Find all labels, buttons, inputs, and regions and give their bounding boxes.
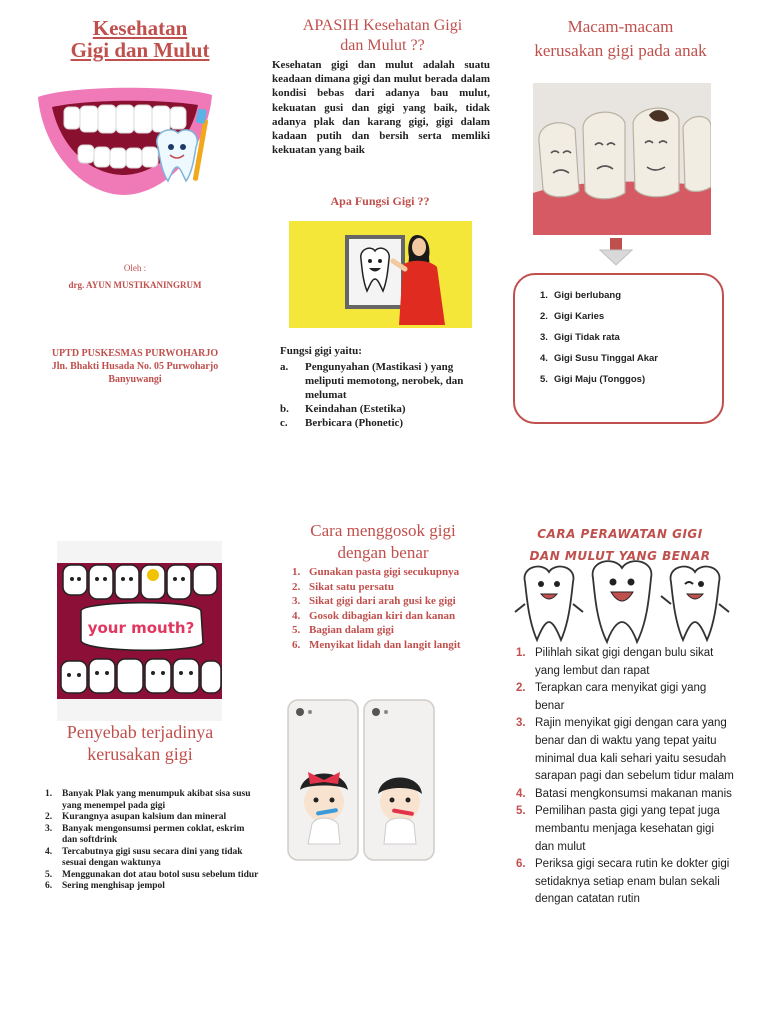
list-item bbox=[280, 360, 490, 402]
cara-heading bbox=[283, 520, 483, 564]
list-item bbox=[292, 638, 502, 653]
list-number: 5. bbox=[516, 805, 526, 818]
list-text: Gigi Karies bbox=[554, 311, 605, 322]
kerusakan-list bbox=[540, 285, 720, 390]
list-item bbox=[516, 680, 734, 715]
list-number: 5. bbox=[45, 869, 53, 880]
list-item bbox=[540, 369, 720, 390]
list-number: 4. bbox=[45, 846, 53, 857]
organization-address bbox=[30, 347, 240, 386]
list-text: Gigi Maju (Tonggos) bbox=[554, 374, 646, 385]
cara-list bbox=[292, 565, 502, 652]
penyebab-list bbox=[45, 789, 260, 893]
list-text: Banyak mengonsumsi permen coklat, eskrim dan softdrink bbox=[62, 823, 245, 845]
macam-heading bbox=[508, 15, 733, 63]
list-number: 6. bbox=[45, 881, 53, 891]
list-item bbox=[516, 786, 734, 804]
list-item bbox=[45, 789, 260, 812]
list-number: 2. bbox=[516, 682, 526, 695]
perawatan-list bbox=[516, 645, 734, 909]
list-number: 5. bbox=[292, 624, 301, 636]
list-item bbox=[292, 580, 502, 595]
list-item bbox=[45, 870, 260, 882]
list-item bbox=[292, 609, 502, 624]
fungsi-list bbox=[280, 360, 490, 430]
list-number: 2. bbox=[45, 812, 53, 822]
list-item bbox=[292, 623, 502, 638]
macam-heading-line1: Macam-macam bbox=[567, 17, 674, 36]
list-number: 3. bbox=[516, 717, 526, 730]
list-number: 1. bbox=[540, 290, 548, 301]
list-text: Kurangnya asupan kalsium dan mineral bbox=[62, 812, 227, 822]
list-text: Gigi Susu Tinggal Akar bbox=[554, 353, 658, 364]
penyebab-heading-line2: kerusakan gigi bbox=[87, 744, 193, 764]
list-number: 4. bbox=[540, 353, 548, 364]
list-item bbox=[540, 348, 720, 369]
list-text: Periksa gigi secara rutin ke dokter gigi setidaknya setiap enam bulan sekali dengan catatan rutin bbox=[535, 858, 730, 906]
list-item bbox=[516, 645, 734, 680]
perawatan-heading-line2: DAN MULUT YANG BENAR bbox=[529, 549, 711, 563]
apasih-paragraph: Kesehatan gigi dan mulut adalah suatu keadaan dimana gigi dan mulut berada dalam kondisi bebas dari adanya bau mulut, kekuatan gusi dan gigi yang baik, tidak adanya plak dan karang gigi, gigi dalam kadaan putih dan bersih serta memliki kekuatan yang baik bbox=[272, 59, 490, 157]
list-text: Gigi Tidak rata bbox=[554, 332, 620, 343]
cara-heading-line2: dengan benar bbox=[337, 543, 429, 562]
damaged-teeth-photo bbox=[533, 83, 711, 235]
list-text: Sering menghisap jempol bbox=[62, 881, 165, 891]
fungsi-heading: Apa Fungsi Gigi ?? bbox=[330, 194, 430, 208]
list-text: Sikat gigi dari arah gusi ke gigi bbox=[309, 595, 456, 607]
kids-brushing-phone-cases-illustration bbox=[286, 698, 436, 863]
list-item bbox=[540, 306, 720, 327]
list-text: Sikat satu persatu bbox=[309, 580, 394, 593]
woman-with-tooth-poster-illustration bbox=[289, 221, 472, 328]
apasih-heading bbox=[280, 16, 485, 56]
penyebab-heading-line1: Penyebab terjadinya bbox=[66, 722, 214, 742]
list-text: Bagian dalam gigi bbox=[309, 624, 394, 636]
list-text: Pilihlah sikat gigi dengan bulu sikat yang lembut dan rapat bbox=[535, 647, 714, 677]
your-mouth-cartoon bbox=[57, 541, 222, 721]
three-tooth-characters-illustration bbox=[511, 560, 733, 646]
list-text: Rajin menyikat gigi dengan cara yang benar dan di waktu yang tepat yaitu minimal dua kali sehari yaitu sesudah sarapan pagi dan sebelum tidur malam bbox=[535, 717, 734, 783]
list-marker: c. bbox=[280, 417, 288, 429]
by-label: Oleh : bbox=[123, 263, 147, 273]
list-number: 3. bbox=[540, 332, 548, 343]
list-number: 1. bbox=[292, 566, 301, 578]
list-text: Berbicara (Phonetic) bbox=[305, 417, 404, 429]
list-number: 5. bbox=[540, 374, 548, 385]
apasih-heading-line1: APASIH Kesehatan Gigi bbox=[302, 17, 463, 34]
list-text: Keindahan (Estetika) bbox=[305, 403, 406, 415]
list-marker: a. bbox=[280, 361, 289, 373]
list-item bbox=[45, 812, 260, 824]
list-text: Terapkan cara menyikat gigi yang benar bbox=[535, 682, 707, 712]
list-number: 6. bbox=[292, 638, 301, 651]
apasih-heading-line2: dan Mulut ?? bbox=[340, 37, 425, 54]
list-item bbox=[280, 402, 490, 416]
list-text: Pengunyahan (Mastikasi ) yang meliputi memotong, nerobek, dan melumat bbox=[305, 361, 464, 401]
list-number: 4. bbox=[292, 609, 301, 622]
list-text: Pemilihan pasta gigi yang tepat juga membantu menjaga kesehatan gigi dan mulut bbox=[535, 805, 720, 853]
list-number: 3. bbox=[45, 823, 53, 834]
list-item bbox=[45, 824, 260, 847]
list-item bbox=[292, 565, 502, 580]
list-text: Gigi berlubang bbox=[554, 290, 622, 301]
list-text: Tercabutnya gigi susu secara dini yang tidak sesuai dengan waktunya bbox=[62, 846, 243, 868]
list-marker: b. bbox=[280, 403, 289, 415]
cover-title bbox=[60, 17, 220, 61]
list-item bbox=[540, 327, 720, 348]
org-name: UPTD PUSKESMAS PURWOHARJO bbox=[51, 348, 219, 359]
list-number: 1. bbox=[45, 789, 53, 799]
cover-title-line2: Gigi dan Mulut bbox=[70, 38, 210, 62]
smiling-mouth-illustration bbox=[30, 85, 220, 205]
org-street: Jln. Bhakti Husada No. 05 Purwoharjo bbox=[51, 361, 219, 372]
list-number: 2. bbox=[292, 580, 301, 593]
list-text: Menyikat lidah dan langit langit bbox=[309, 638, 461, 651]
list-item bbox=[516, 715, 734, 785]
list-number: 1. bbox=[516, 647, 526, 659]
list-number: 3. bbox=[292, 595, 301, 607]
list-text: Menggunakan dot atau botol susu sebelum tidur bbox=[62, 869, 259, 880]
list-item bbox=[292, 594, 502, 609]
macam-heading-line2: kerusakan gigi pada anak bbox=[534, 41, 707, 60]
author-name: drg. AYUN MUSTIKANINGRUM bbox=[68, 280, 202, 290]
org-city: Banyuwangi bbox=[108, 374, 162, 385]
arrow-down-icon bbox=[598, 238, 634, 266]
list-number: 4. bbox=[516, 787, 526, 800]
list-text: Banyak Plak yang menumpuk akibat sisa susu yang menempel pada gigi bbox=[62, 789, 251, 811]
fungsi-list-heading: Fungsi gigi yaitu: bbox=[280, 345, 362, 357]
list-item bbox=[540, 285, 720, 306]
list-text: Gosok dibagian kiri dan kanan bbox=[309, 609, 456, 622]
perawatan-heading-line1: CARA PERAWATAN GIGI bbox=[537, 527, 703, 541]
cover-title-line1: Kesehatan bbox=[92, 16, 188, 40]
list-item bbox=[45, 881, 260, 893]
list-item bbox=[516, 803, 734, 856]
list-item bbox=[516, 856, 734, 909]
cara-heading-line1: Cara menggosok gigi bbox=[310, 521, 456, 540]
list-item bbox=[280, 416, 490, 430]
your-mouth-sign-text: your mouth? bbox=[87, 619, 195, 637]
list-text: Gunakan pasta gigi secukupnya bbox=[309, 566, 460, 578]
penyebab-heading bbox=[45, 721, 235, 765]
list-number: 6. bbox=[516, 858, 526, 871]
list-text: Batasi mengkonsumsi makanan manis bbox=[535, 787, 732, 800]
list-number: 2. bbox=[540, 311, 548, 322]
list-item bbox=[45, 847, 260, 870]
